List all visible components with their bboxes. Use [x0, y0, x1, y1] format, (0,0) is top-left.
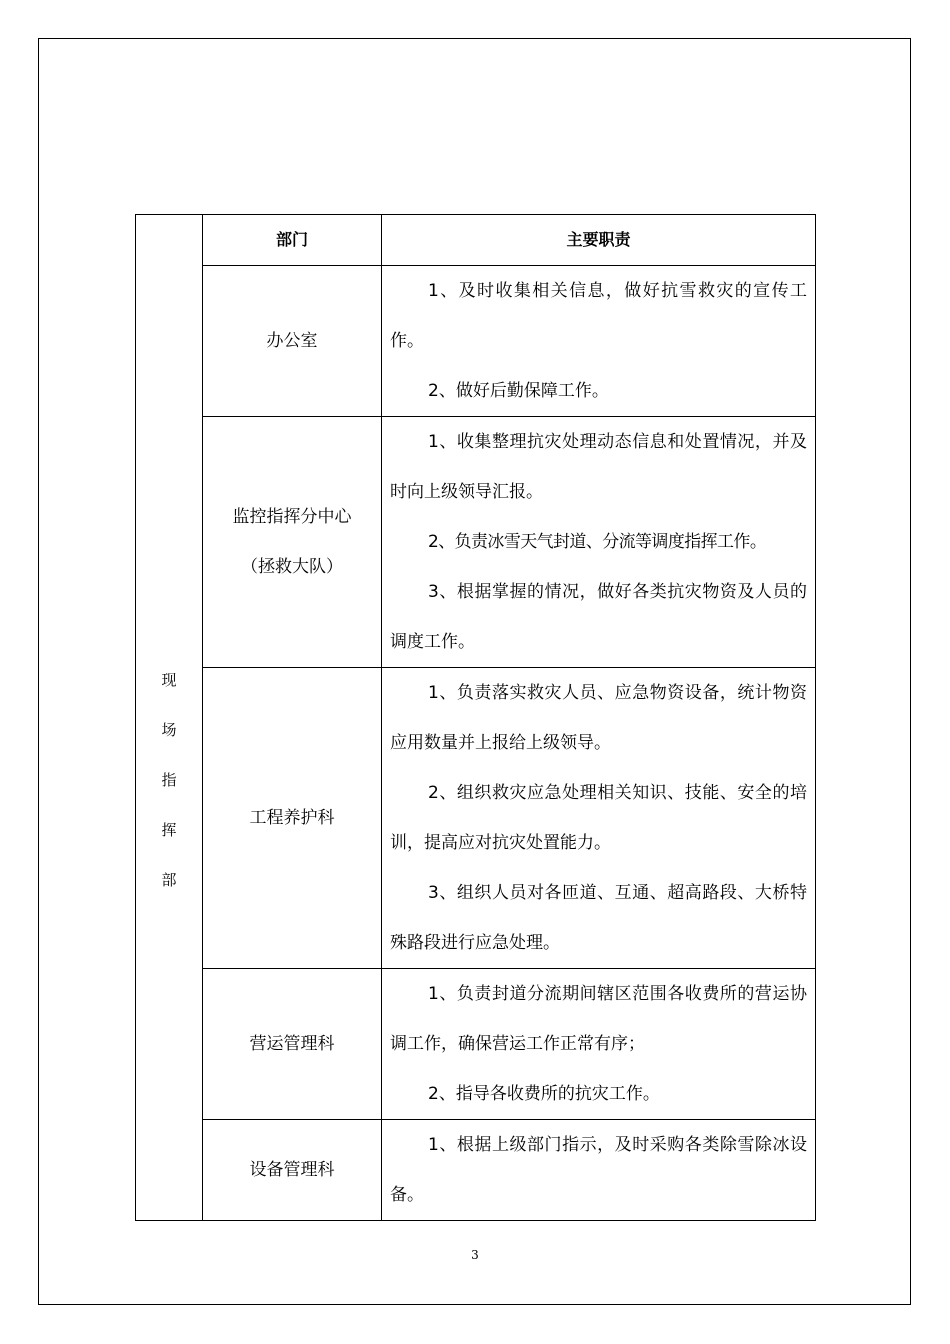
dept-header: 部门	[203, 215, 382, 266]
dept-name: 办公室	[266, 331, 318, 351]
table-row	[136, 668, 816, 969]
duty-header: 主要职责	[382, 215, 816, 266]
dept-cell	[203, 969, 382, 1120]
dept-cell	[203, 1120, 382, 1221]
table-row	[136, 417, 816, 668]
dept-name: 监控指挥分中心	[232, 507, 352, 527]
side-label: 现场指挥部	[161, 671, 177, 889]
table-row	[136, 266, 816, 417]
duty-item: 1、及时收集相关信息，做好抗雪救灾的宣传工作。	[390, 281, 807, 351]
duty-item: 1、根据上级部门指示，及时采购各类除雪除冰设备。	[390, 1135, 807, 1205]
page-number: 3	[471, 1248, 479, 1262]
duty-cell	[382, 969, 816, 1120]
duty-item: 2、指导各收费所的抗灾工作。	[428, 1084, 660, 1104]
duty-item: 2、负责冰雪天气封道、分流等调度指挥工作。	[428, 532, 767, 552]
table-row	[136, 969, 816, 1120]
duty-cell	[382, 1120, 816, 1221]
duty-cell	[382, 417, 816, 668]
table-header-row	[136, 215, 816, 266]
dept-cell	[203, 266, 382, 417]
dept-name: 工程养护科	[249, 808, 335, 828]
duty-item: 3、组织人员对各匝道、互通、超高路段、大桥特殊路段进行应急处理。	[390, 883, 807, 953]
dept-cell	[203, 417, 382, 668]
dept-name: 设备管理科	[249, 1160, 335, 1180]
duty-item: 3、根据掌握的情况，做好各类抗灾物资及人员的调度工作。	[390, 582, 807, 652]
duty-item: 1、负责封道分流期间辖区范围各收费所的营运协调工作，确保营运工作正常有序；	[390, 984, 807, 1054]
dept-subname: （拯救大队）	[241, 557, 343, 577]
responsibility-table	[135, 214, 816, 1221]
dept-name: 营运管理科	[249, 1034, 335, 1054]
duty-item: 2、做好后勤保障工作。	[428, 381, 609, 401]
duty-cell	[382, 668, 816, 969]
duty-item: 1、负责落实救灾人员、应急物资设备，统计物资应用数量并上报给上级领导。	[390, 683, 807, 753]
duty-item: 1、收集整理抗灾处理动态信息和处置情况，并及时向上级领导汇报。	[390, 432, 807, 502]
side-label-cell	[136, 215, 203, 1221]
duty-item: 2、组织救灾应急处理相关知识、技能、安全的培训，提高应对抗灾处置能力。	[390, 783, 807, 853]
dept-cell	[203, 668, 382, 969]
duty-cell	[382, 266, 816, 417]
table-row	[136, 1120, 816, 1221]
